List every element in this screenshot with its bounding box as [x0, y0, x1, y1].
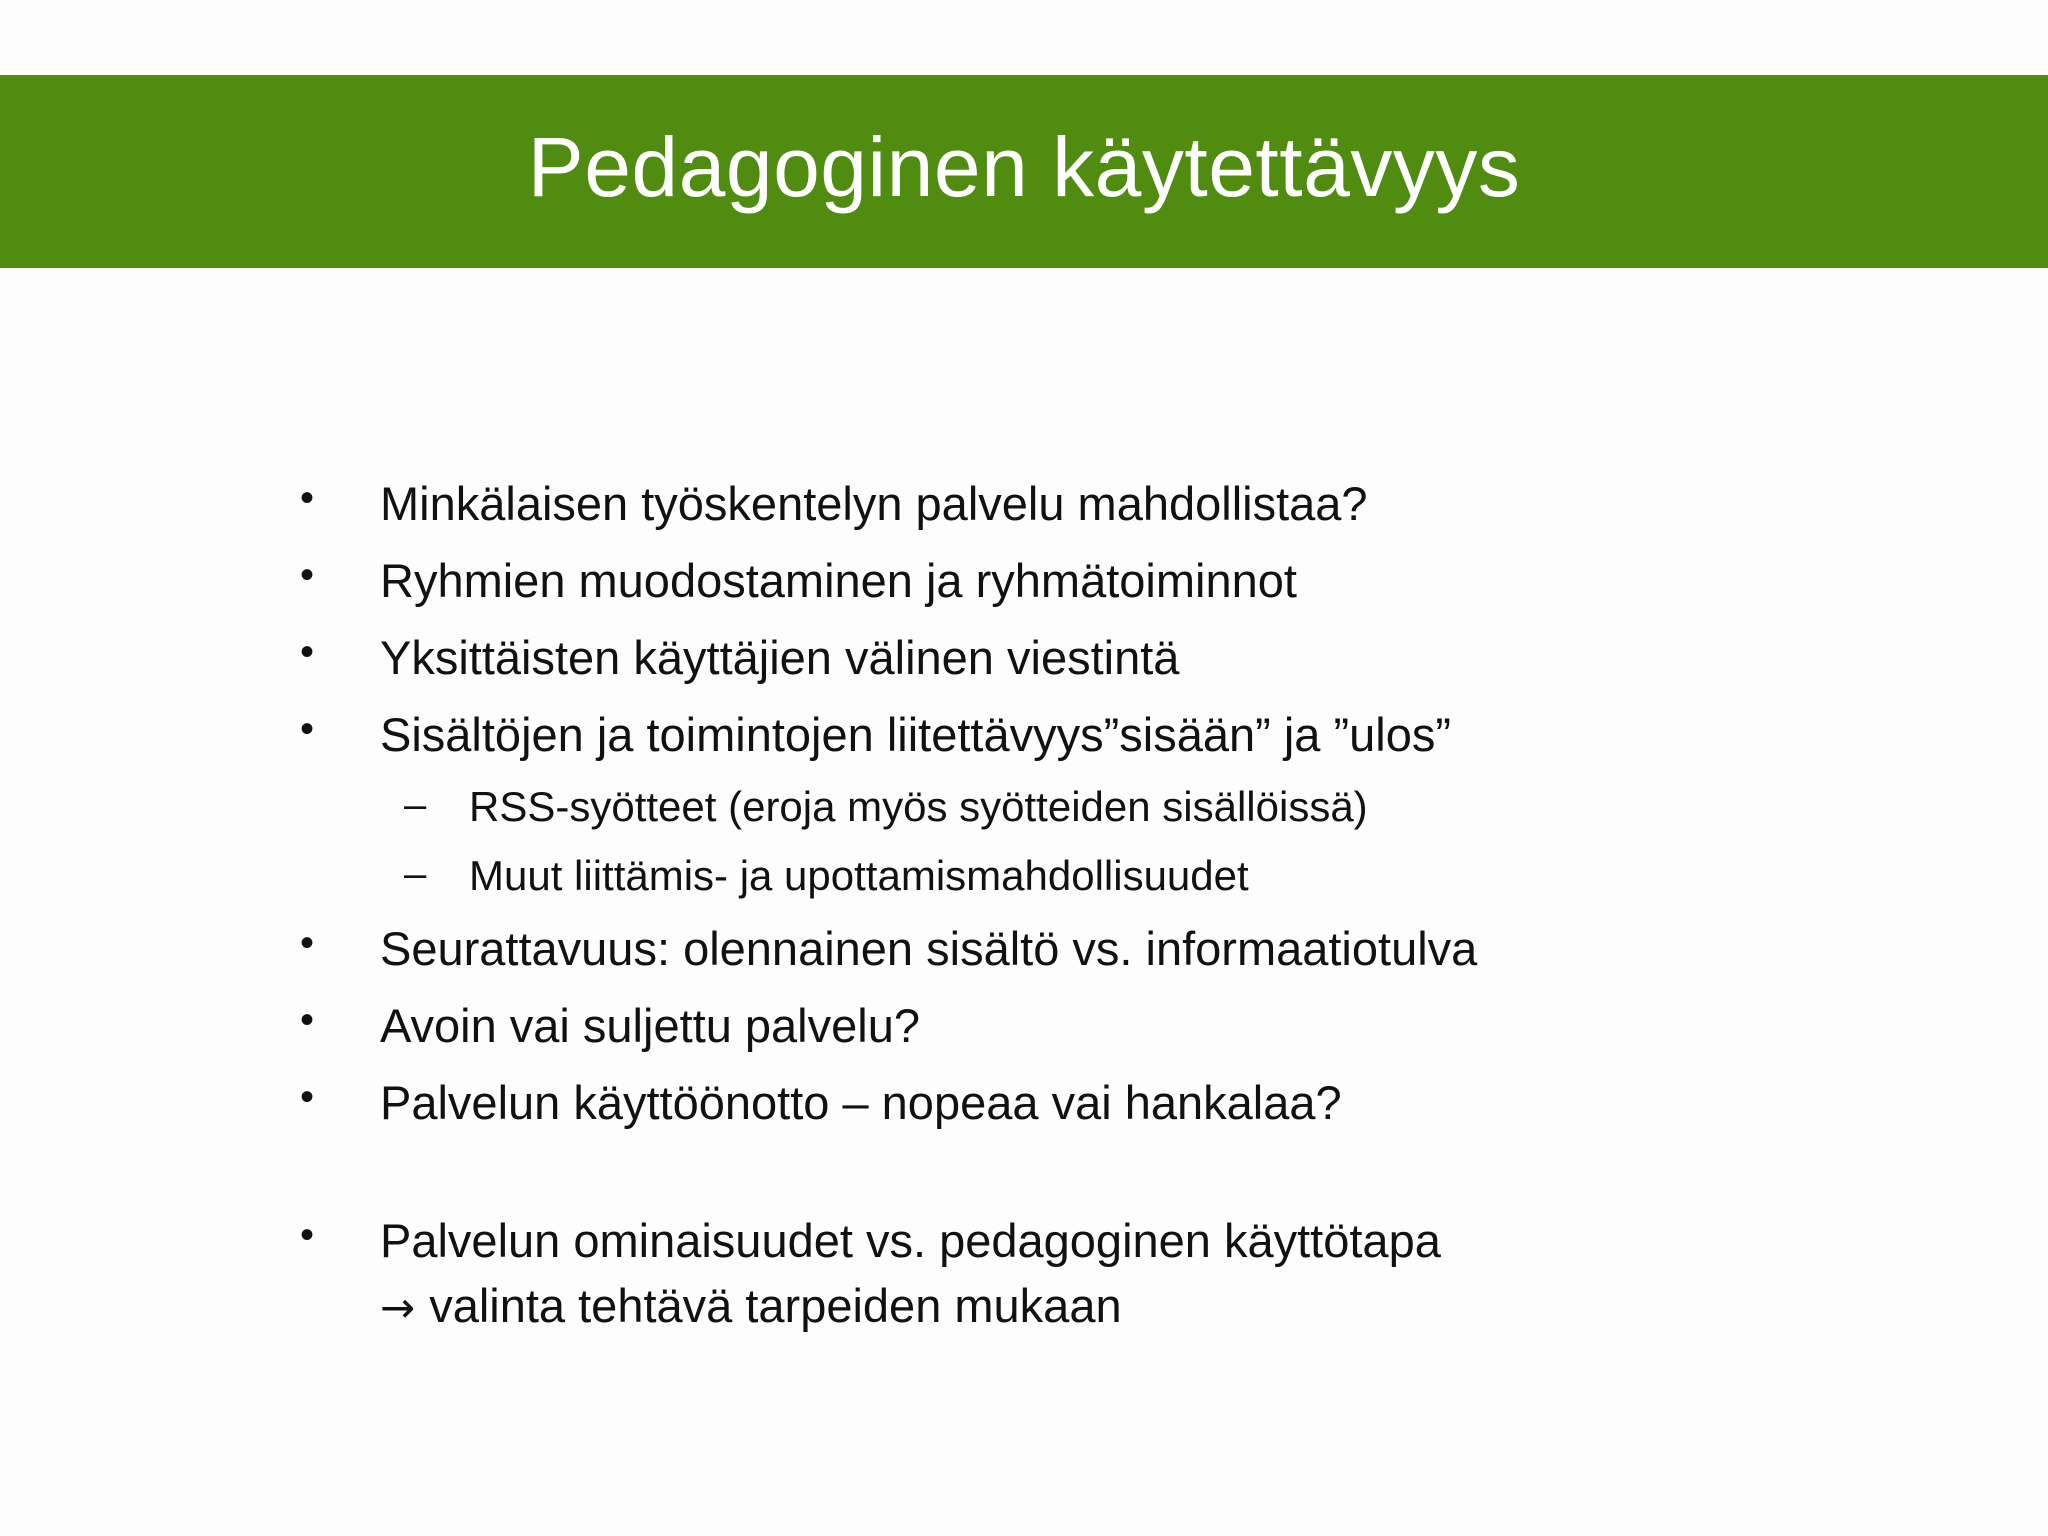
bullet-icon: • [300, 707, 315, 751]
right-arrow-icon: → [380, 1283, 416, 1332]
list-item-text: Sisältöjen ja toimintojen liitettävyys”sisään” ja ”ulos” [380, 708, 1451, 761]
bullet-icon: • [300, 1075, 315, 1119]
list-item-text: Palvelun ominaisuudet vs. pedagoginen käyttötapa [380, 1214, 1441, 1267]
dash-icon: – [404, 852, 427, 896]
list-item-text: Palvelun käyttöönotto – nopeaa vai hankalaa? [380, 1076, 1342, 1129]
bullet-icon: • [300, 553, 315, 597]
continuation-text: valinta tehtävä tarpeiden mukaan [429, 1279, 1122, 1332]
bullet-icon: • [300, 1213, 315, 1257]
bullet-icon: • [300, 998, 315, 1042]
list-item-text: Seurattavuus: olennainen sisältö vs. informaatiotulva [380, 922, 1478, 975]
bullet-icon: • [300, 921, 315, 965]
sub-list-item-text: RSS-syötteet (eroja myös syötteiden sisällöissä) [469, 783, 1368, 830]
bullet-icon: • [300, 630, 315, 674]
list-item-text: Ryhmien muodostaminen ja ryhmätoiminnot [380, 554, 1297, 607]
list-item-text: Minkälaisen työskentelyn palvelu mahdollistaa? [380, 477, 1368, 530]
sub-list-item-text: Muut liittämis- ja upottamismahdollisuudet [469, 852, 1249, 899]
dash-icon: – [404, 783, 427, 827]
list-item-text: Yksittäisten käyttäjien välinen viestintä [380, 631, 1180, 684]
bullet-icon: • [300, 476, 315, 520]
continuation-line [380, 1278, 1122, 1333]
slide-title: Pedagoginen käytettävyys [527, 120, 1521, 214]
list-item-text: Avoin vai suljettu palvelu? [380, 999, 920, 1052]
